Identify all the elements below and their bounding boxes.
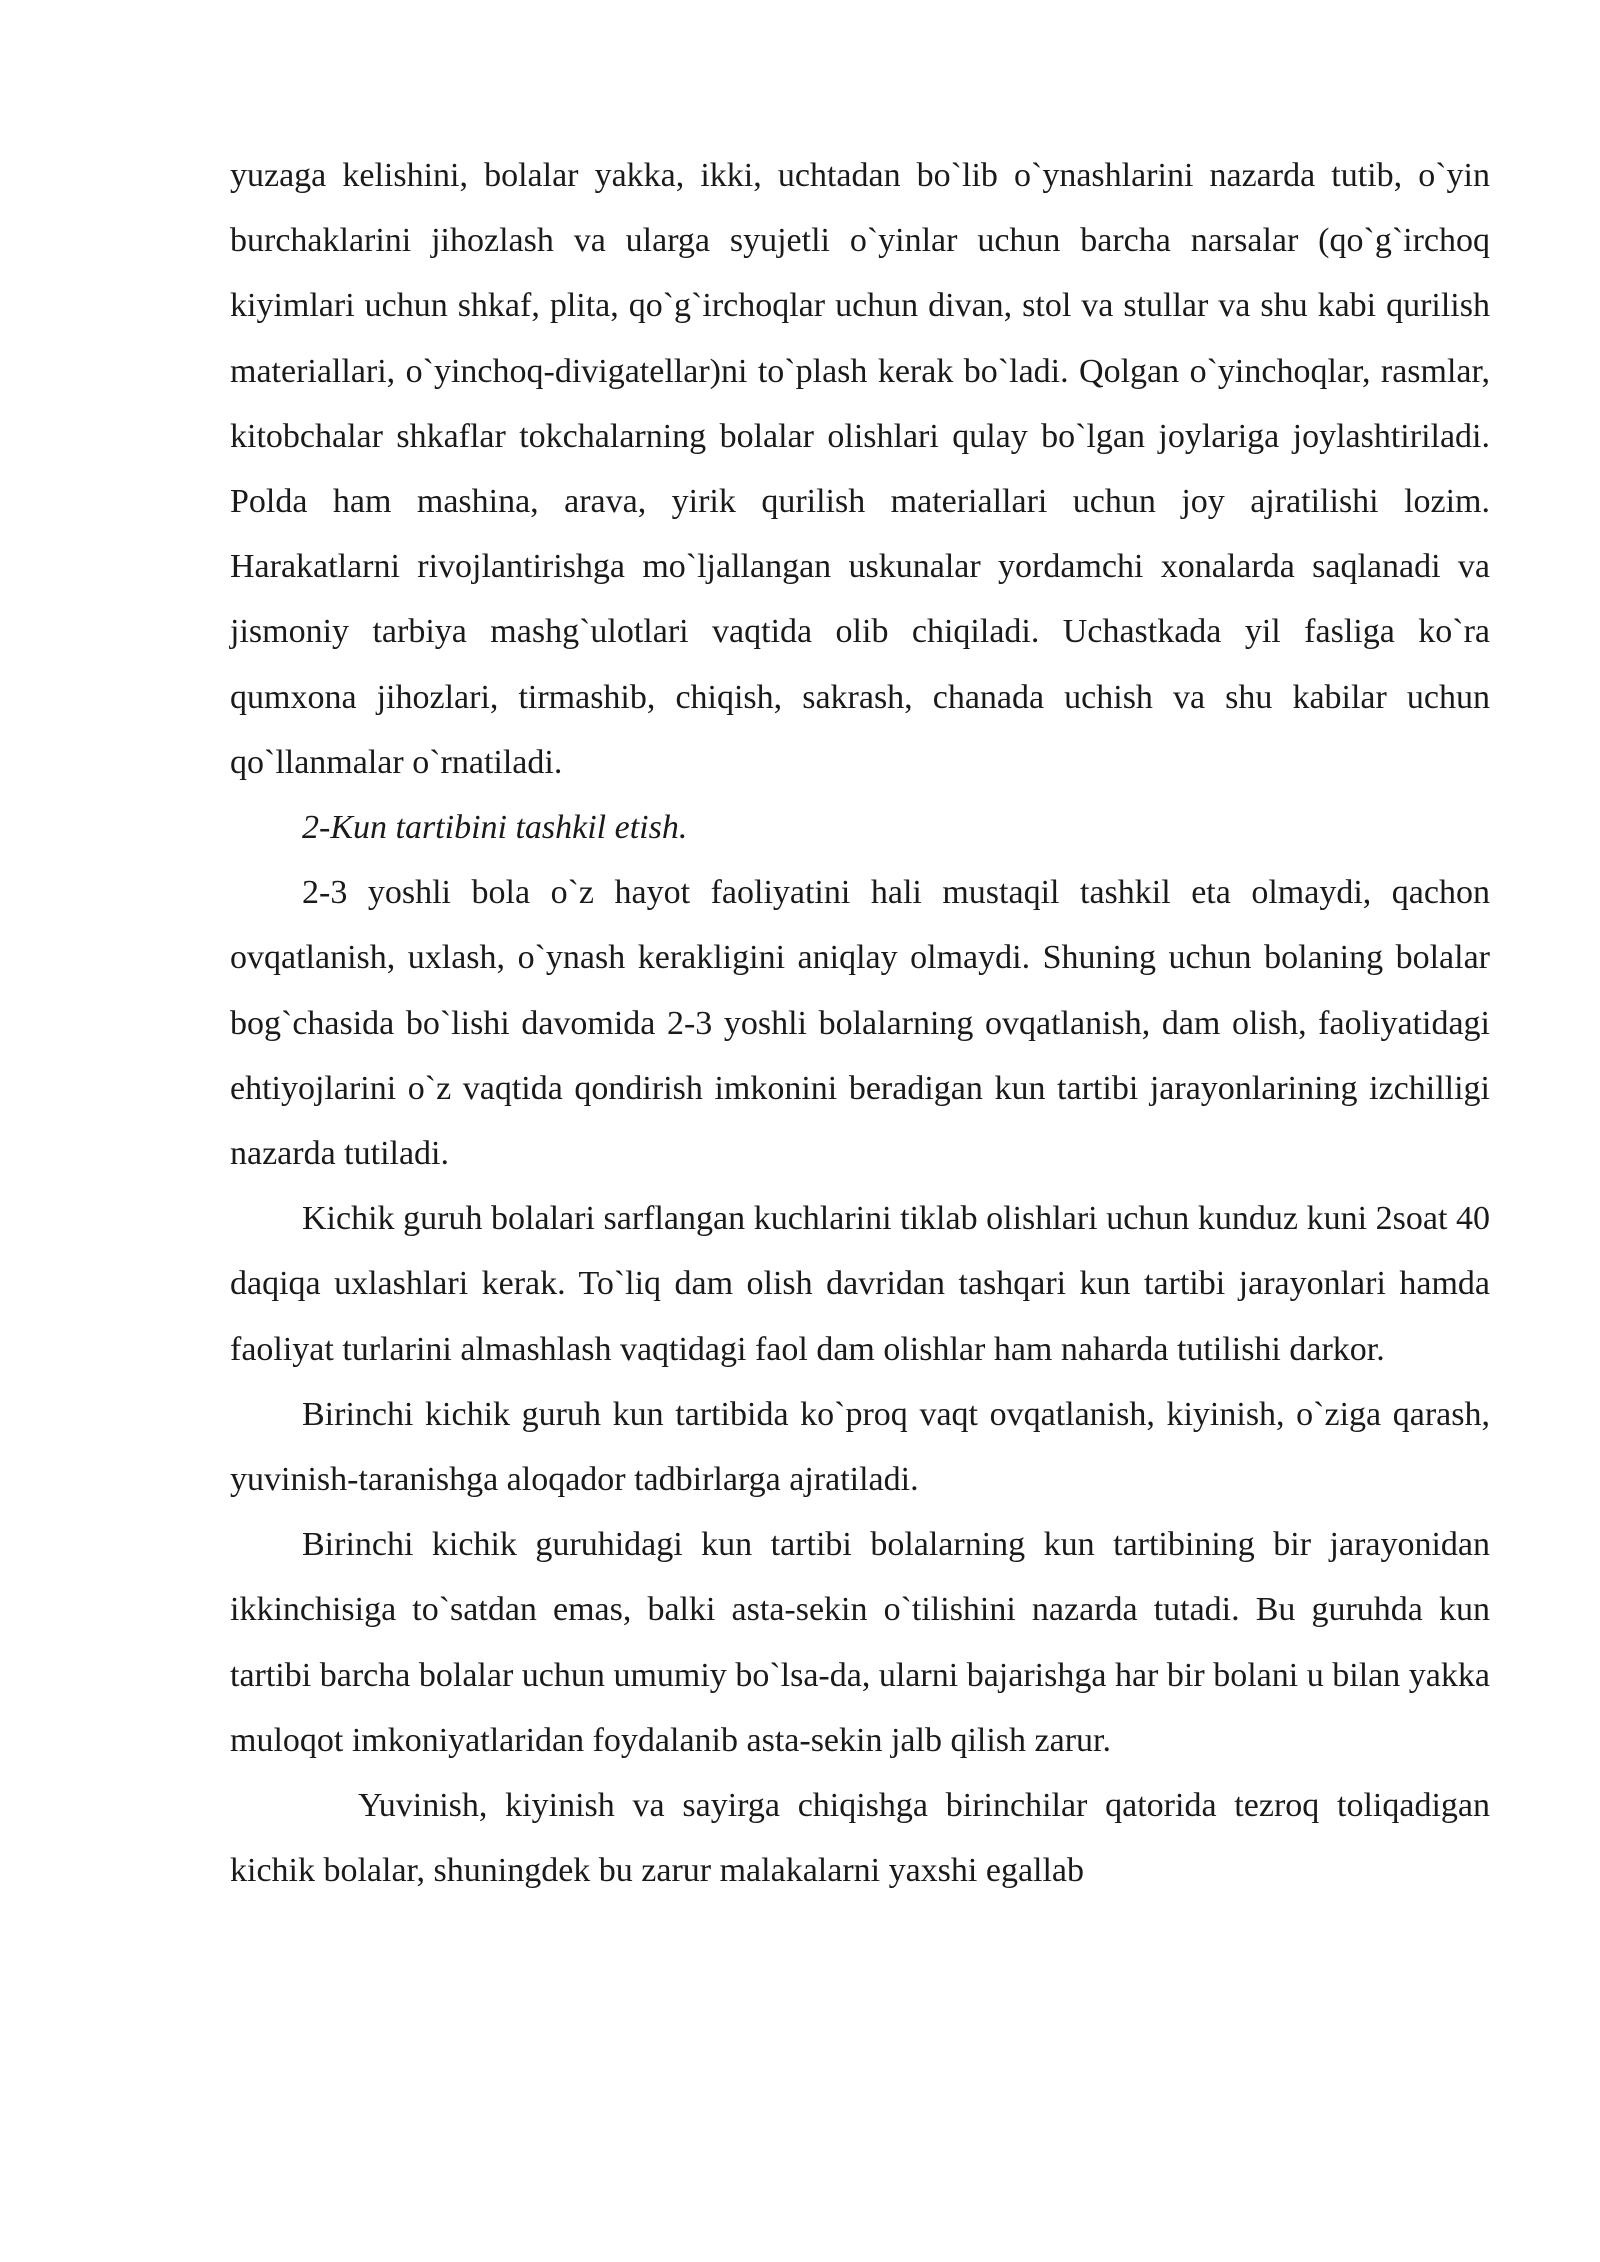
body-text bbox=[230, 143, 1490, 1903]
paragraph: Birinchi kichik guruh kun tartibida ko`proq vaqt ovqatlanish, kiyinish, o`ziga qarash, yuvinish-taranishga aloqador tadbirlarga ajratiladi. bbox=[230, 1395, 1490, 1499]
paragraph-unfinished: Yuvinish, kiyinish va sayirga chiqishga birinchilar qatorida tezroq toliqadigan kichik bolalar, shuningdek bu zarur malakalarni yaxshi egallab bbox=[230, 1787, 1490, 1890]
section-heading: 2-Kun tartibini tashkil etish. bbox=[302, 809, 688, 847]
paragraph: Kichik guruh bolalari sarflangan kuchlarini tiklab olishlari uchun kunduz kuni 2soat 40 daqiqa uxlashlari kerak. To`liq dam olish davridan tashqari kun tartibi jarayonlari hamda faoliyat turlarini almashlash vaqtidagi faol dam olishlar ham naharda tutilishi darkor. bbox=[230, 1200, 1490, 1368]
paragraph-continuation: yuzaga kelishini, bolalar yakka, ikki, uchtadan bo`lib o`ynashlarini nazarda tutib, o`yin burchaklarini jihozlash va ularga syujetli o`yinlar uchun barcha narsalar (qo`g`irchoq kiyimlari uchun shkaf, plita, qo`g`irchoqlar uchun divan, stol va stullar va shu kabi qurilish materiallari, o`yinchoq-divigatellar)ni to`plash kerak bo`ladi. Qolgan o`yinchoqlar, rasmlar, kitobchalar shkaflar tokchalarning bolalar olishlari qulay bo`lgan joylariga joylashtiriladi. Polda ham mashina, arava, yirik qurilish materiallari uchun joy ajratilishi lozim. Harakatlarni rivojlantirishga mo`ljallangan uskunalar yordamchi xonalarda saqlanadi va jismoniy tarbiya mashg`ulotlari vaqtida olib chiqiladi. Uchastkada yil fasliga ko`ra qumxona jihozlari, tirmashib, chiqish, sakrash, chanada uchish va shu kabilar uchun qo`llanmalar o`rnatiladi. bbox=[230, 157, 1490, 781]
paragraph: 2-3 yoshli bola o`z hayot faoliyatini hali mustaqil tashkil eta olmaydi, qachon ovqatlanish, uxlash, o`ynash kerakligini aniqlay olmaydi. Shuning uchun bolaning bolalar bog`chasida bo`lishi davomida 2-3 yoshli bolalarning ovqatlanish, dam olish, faoliyatidagi ehtiyojlarini o`z vaqtida qondirish imkonini beradigan kun tartibi jarayonlarining izchilligi nazarda tutiladi. bbox=[230, 874, 1490, 1173]
paragraph: Birinchi kichik guruhidagi kun tartibi bolalarning kun tartibining bir jarayonidan ikkinchisiga to`satdan emas, balki asta-sekin o`tilishini nazarda tutadi. Bu guruhda kun tartibi barcha bolalar uchun umumiy bo`lsa-da, ularni bajarishga har bir bolani u bilan yakka muloqot imkoniyatlaridan foydalanib asta-sekin jalb qilish zarur. bbox=[230, 1526, 1490, 1759]
